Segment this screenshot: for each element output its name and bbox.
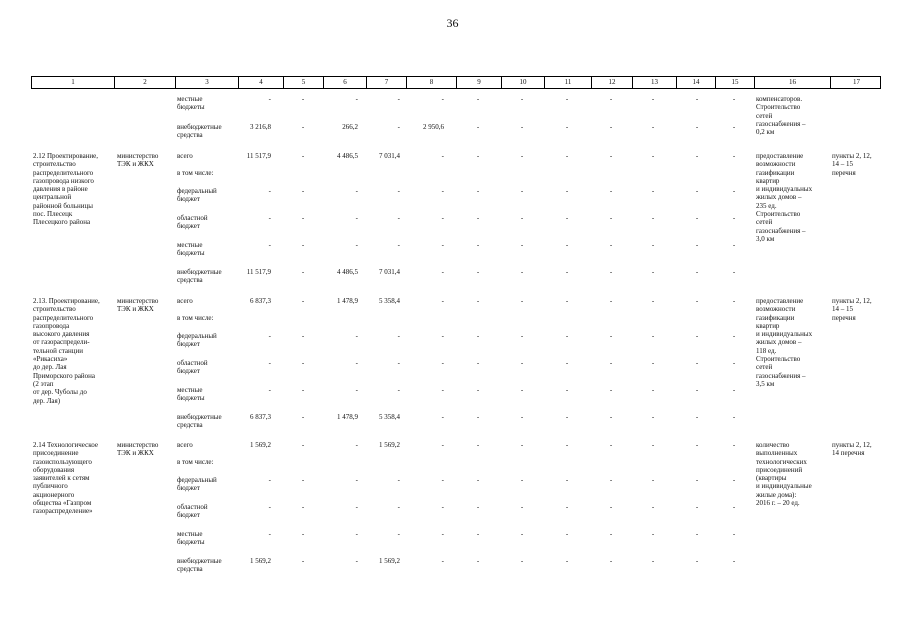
cell-c8: - <box>441 441 444 449</box>
cell-dash: - <box>565 413 569 421</box>
cell-dash: - <box>520 386 524 394</box>
cell-dash: - <box>695 557 699 565</box>
row-label: местные бюджеты <box>177 386 205 403</box>
cell-dash: - <box>732 476 736 484</box>
cell-dash: - <box>651 386 655 394</box>
column-header-4: 4 <box>239 77 284 88</box>
cell-c4: 1 569,2 <box>250 557 271 565</box>
cell-dash: - <box>695 332 699 340</box>
cell-c4: - <box>268 530 271 538</box>
cell-c5: - <box>301 503 305 511</box>
cell-dash: - <box>609 268 613 276</box>
cell-dash: - <box>609 530 613 538</box>
cell-dash: - <box>565 359 569 367</box>
cell-c6: - <box>355 214 358 222</box>
cell-c6: - <box>355 530 358 538</box>
cell-dash: - <box>520 503 524 511</box>
cell-c4: - <box>268 503 271 511</box>
cell-c7: 5 358,4 <box>379 413 400 421</box>
cell-dash: - <box>732 241 736 249</box>
result-text: предоставление возможности газификации квартир и индивидуальных жилых домов – 118 ед. Строительство сетей газоснабжения – 3,5 км <box>756 297 813 388</box>
cell-dash: - <box>651 359 655 367</box>
cell-c5: - <box>301 386 305 394</box>
cell-dash: - <box>565 557 569 565</box>
cell-c7: - <box>397 359 400 367</box>
cell-dash: - <box>651 503 655 511</box>
column-header-8: 8 <box>407 77 457 88</box>
activity-name: 2.13. Проектирование, строительство распределительного газопровода высокого давления от газораспредели- тельной станции «Рикасиха» до дер. Лая Приморского района (2 этап от дер. Чуболы до дер. Лая) <box>33 297 100 405</box>
cell-c4: 1 569,2 <box>250 441 271 449</box>
cell-c5: - <box>301 214 305 222</box>
cell-dash: - <box>476 530 480 538</box>
cell-dash: - <box>695 268 699 276</box>
row-label: федеральный бюджет <box>177 332 217 349</box>
cell-dash: - <box>520 95 524 103</box>
column-header-14: 14 <box>677 77 716 88</box>
cell-c5: - <box>301 441 305 449</box>
row-label: внебюджетные средства <box>177 268 222 285</box>
cell-dash: - <box>732 441 736 449</box>
cell-c6: - <box>355 386 358 394</box>
cell-dash: - <box>732 95 736 103</box>
cell-c7: 5 358,4 <box>379 297 400 305</box>
cell-dash: - <box>695 187 699 195</box>
cell-dash: - <box>565 530 569 538</box>
row-label: всего <box>177 297 193 305</box>
cell-dash: - <box>609 214 613 222</box>
cell-c4: 11 517,9 <box>246 152 271 160</box>
cell-dash: - <box>695 441 699 449</box>
cell-c5: - <box>301 268 305 276</box>
executor: министерство ТЭК и ЖКХ <box>117 297 159 314</box>
cell-c7: - <box>397 332 400 340</box>
cell-dash: - <box>476 386 480 394</box>
row-label: в том числе: <box>177 314 214 322</box>
cell-dash: - <box>565 187 569 195</box>
cell-c8: - <box>441 503 444 511</box>
column-header-17: 17 <box>853 78 860 86</box>
cell-dash: - <box>520 413 524 421</box>
reference-text: пункты 2, 12, 14 – 15 перечня <box>832 152 872 177</box>
cell-c4: - <box>268 476 271 484</box>
cell-dash: - <box>476 268 480 276</box>
column-header-11: 11 <box>545 77 592 88</box>
cell-c8: - <box>441 152 444 160</box>
column-header-6: 6 <box>324 77 367 88</box>
cell-c5: - <box>301 557 305 565</box>
cell-dash: - <box>565 297 569 305</box>
cell-c4: 3 216,8 <box>250 123 271 131</box>
cell-c4: 6 837,3 <box>250 413 271 421</box>
cell-dash: - <box>520 268 524 276</box>
cell-c4: - <box>268 241 271 249</box>
row-label: областной бюджет <box>177 359 208 376</box>
column-header-2: 2 <box>115 77 176 88</box>
cell-dash: - <box>609 332 613 340</box>
cell-c6: 1 478,9 <box>337 297 358 305</box>
cell-dash: - <box>651 332 655 340</box>
cell-dash: - <box>651 530 655 538</box>
cell-dash: - <box>565 152 569 160</box>
row-label: местные бюджеты <box>177 241 205 258</box>
cell-c4: - <box>268 187 271 195</box>
cell-c4: 6 837,3 <box>250 297 271 305</box>
cell-c4: 11 517,9 <box>246 268 271 276</box>
cell-dash: - <box>695 214 699 222</box>
cell-dash: - <box>520 241 524 249</box>
cell-c7: - <box>397 214 400 222</box>
cell-dash: - <box>609 152 613 160</box>
cell-dash: - <box>565 214 569 222</box>
row-label: внебюджетные средства <box>177 557 222 574</box>
cell-c6: 4 486,5 <box>337 152 358 160</box>
result-text: предоставление возможности газификации квартир и индивидуальных жилых домов – 235 ед. Строительство сетей газоснабжения – 3,0 км <box>756 152 813 243</box>
cell-dash: - <box>695 241 699 249</box>
cell-dash: - <box>565 441 569 449</box>
cell-c8: - <box>441 557 444 565</box>
row-label: федеральный бюджет <box>177 476 217 493</box>
page-number: 36 <box>446 16 459 30</box>
cell-c6: - <box>355 95 358 103</box>
cell-c6: - <box>355 359 358 367</box>
cell-dash: - <box>732 557 736 565</box>
cell-dash: - <box>476 359 480 367</box>
row-label: всего <box>177 441 193 449</box>
row-label: областной бюджет <box>177 214 208 231</box>
cell-c7: - <box>397 123 400 131</box>
row-label: федеральный бюджет <box>177 187 217 204</box>
cell-dash: - <box>520 214 524 222</box>
cell-dash: - <box>609 359 613 367</box>
cell-dash: - <box>565 476 569 484</box>
cell-dash: - <box>732 530 736 538</box>
cell-dash: - <box>476 297 480 305</box>
cell-dash: - <box>732 297 736 305</box>
cell-c7: - <box>397 95 400 103</box>
cell-c4: - <box>268 332 271 340</box>
cell-c6: 1 478,9 <box>337 413 358 421</box>
cell-c7: 7 031,4 <box>379 152 400 160</box>
cell-dash: - <box>565 123 569 131</box>
cell-c5: - <box>301 413 305 421</box>
row-label: внебюджетные средства <box>177 123 222 140</box>
cell-dash: - <box>520 187 524 195</box>
cell-c5: - <box>301 359 305 367</box>
column-header-1: 1 <box>32 77 115 88</box>
cell-c5: - <box>301 95 305 103</box>
activity-name: 2.12 Проектирование, строительство распределительного газопровода низкого давления в районе центральной районной больницы пос. Плесецк Плесецкого района <box>33 152 99 227</box>
cell-dash: - <box>609 241 613 249</box>
cell-dash: - <box>732 332 736 340</box>
cell-c5: - <box>301 476 305 484</box>
cell-dash: - <box>651 123 655 131</box>
cell-c7: 7 031,4 <box>379 268 400 276</box>
cell-c8: - <box>441 332 444 340</box>
row-label: всего <box>177 152 193 160</box>
cell-c8: - <box>441 187 444 195</box>
cell-dash: - <box>695 386 699 394</box>
cell-dash: - <box>520 557 524 565</box>
cell-dash: - <box>565 503 569 511</box>
cell-dash: - <box>520 123 524 131</box>
cell-c4: - <box>268 95 271 103</box>
cell-c5: - <box>301 332 305 340</box>
cell-dash: - <box>476 441 480 449</box>
cell-dash: - <box>651 557 655 565</box>
cell-dash: - <box>565 268 569 276</box>
cell-dash: - <box>476 95 480 103</box>
cell-dash: - <box>520 441 524 449</box>
cell-dash: - <box>609 476 613 484</box>
cell-dash: - <box>476 152 480 160</box>
cell-c7: - <box>397 530 400 538</box>
cell-c8: - <box>441 530 444 538</box>
cell-dash: - <box>609 187 613 195</box>
column-header-5: 5 <box>284 77 324 88</box>
cell-dash: - <box>520 297 524 305</box>
cell-c7: - <box>397 241 400 249</box>
column-header-9: 9 <box>457 77 502 88</box>
cell-dash: - <box>732 386 736 394</box>
cell-dash: - <box>695 152 699 160</box>
cell-dash: - <box>476 187 480 195</box>
column-header-15: 15 <box>716 77 755 88</box>
cell-dash: - <box>520 476 524 484</box>
cell-dash: - <box>476 476 480 484</box>
cell-c6: 4 486,5 <box>337 268 358 276</box>
cell-dash: - <box>565 95 569 103</box>
cell-dash: - <box>732 187 736 195</box>
cell-dash: - <box>695 95 699 103</box>
cell-dash: - <box>609 297 613 305</box>
cell-c8: - <box>441 95 444 103</box>
row-label: в том числе: <box>177 458 214 466</box>
cell-dash: - <box>651 152 655 160</box>
cell-c6: - <box>355 187 358 195</box>
cell-c4: - <box>268 359 271 367</box>
cell-c8: - <box>441 268 444 276</box>
cell-dash: - <box>520 152 524 160</box>
cell-dash: - <box>695 503 699 511</box>
row-label: в том числе: <box>177 169 214 177</box>
column-header-13: 13 <box>633 77 677 88</box>
cell-c7: - <box>397 503 400 511</box>
cell-dash: - <box>732 503 736 511</box>
cell-c5: - <box>301 123 305 131</box>
cell-dash: - <box>609 123 613 131</box>
column-header-3: 3 <box>176 77 239 88</box>
row-label: внебюджетные средства <box>177 413 222 430</box>
executor: министерство ТЭК и ЖКХ <box>117 441 159 458</box>
cell-c6: 266,2 <box>342 123 358 131</box>
cell-c7: 1 569,2 <box>379 441 400 449</box>
cell-dash: - <box>520 530 524 538</box>
column-header-10: 10 <box>502 77 545 88</box>
cell-dash: - <box>695 359 699 367</box>
cell-c6: - <box>355 332 358 340</box>
cell-dash: - <box>732 214 736 222</box>
cell-c8: - <box>441 476 444 484</box>
cell-dash: - <box>476 241 480 249</box>
cell-dash: - <box>732 413 736 421</box>
cell-dash: - <box>695 297 699 305</box>
reference-text: пункты 2, 12, 14 – 15 перечня <box>832 297 872 322</box>
column-header-12: 12 <box>592 77 633 88</box>
result-text: компенсаторов. Строительство сетей газоснабжения – 0,2 км <box>756 95 806 137</box>
cell-dash: - <box>651 441 655 449</box>
row-label: областной бюджет <box>177 503 208 520</box>
cell-dash: - <box>651 187 655 195</box>
cell-dash: - <box>520 332 524 340</box>
cell-dash: - <box>732 123 736 131</box>
cell-dash: - <box>476 557 480 565</box>
cell-c7: - <box>397 187 400 195</box>
cell-c5: - <box>301 187 305 195</box>
cell-c7: - <box>397 476 400 484</box>
cell-c6: - <box>355 476 358 484</box>
cell-c4: - <box>268 386 271 394</box>
cell-c5: - <box>301 152 305 160</box>
cell-c6: - <box>355 241 358 249</box>
cell-dash: - <box>565 386 569 394</box>
cell-dash: - <box>609 441 613 449</box>
cell-c8: - <box>441 413 444 421</box>
cell-c8: - <box>441 241 444 249</box>
cell-c6: - <box>355 503 358 511</box>
cell-c5: - <box>301 241 305 249</box>
cell-dash: - <box>732 359 736 367</box>
cell-dash: - <box>651 241 655 249</box>
cell-dash: - <box>732 152 736 160</box>
cell-c5: - <box>301 530 305 538</box>
cell-dash: - <box>476 123 480 131</box>
reference-text: пункты 2, 12, 14 перечня <box>832 441 872 458</box>
cell-dash: - <box>651 268 655 276</box>
cell-c7: - <box>397 386 400 394</box>
column-header-row <box>31 76 881 89</box>
result-text: количество выполненных технологических присоединений (квартиры и индивидуальные жилые дома): 2016 г. – 20 ед. <box>756 441 812 508</box>
column-header-16: 16 <box>755 77 831 88</box>
column-header-7: 7 <box>367 77 407 88</box>
cell-c8: - <box>441 359 444 367</box>
cell-c6: - <box>355 557 358 565</box>
cell-c6: - <box>355 441 358 449</box>
cell-dash: - <box>651 95 655 103</box>
row-label: местные бюджеты <box>177 530 205 547</box>
cell-dash: - <box>695 413 699 421</box>
cell-c8: - <box>441 297 444 305</box>
cell-dash: - <box>476 332 480 340</box>
cell-dash: - <box>695 530 699 538</box>
cell-c8: 2 950,6 <box>423 123 444 131</box>
cell-dash: - <box>476 214 480 222</box>
cell-c4: - <box>268 214 271 222</box>
executor: министерство ТЭК и ЖКХ <box>117 152 159 169</box>
cell-dash: - <box>609 557 613 565</box>
cell-dash: - <box>609 386 613 394</box>
activity-name: 2.14 Технологическое присоединение газоиспользующего оборудования заявителей к сетям публичного акционерного общества «Газпром газораспределение» <box>33 441 98 516</box>
cell-c5: - <box>301 297 305 305</box>
cell-dash: - <box>476 413 480 421</box>
cell-c8: - <box>441 386 444 394</box>
cell-dash: - <box>565 332 569 340</box>
row-label: местные бюджеты <box>177 95 205 112</box>
cell-dash: - <box>651 476 655 484</box>
cell-c8: - <box>441 214 444 222</box>
cell-dash: - <box>695 123 699 131</box>
cell-dash: - <box>695 476 699 484</box>
cell-dash: - <box>651 297 655 305</box>
cell-dash: - <box>609 413 613 421</box>
cell-dash: - <box>609 503 613 511</box>
cell-dash: - <box>565 241 569 249</box>
cell-c7: 1 569,2 <box>379 557 400 565</box>
cell-dash: - <box>651 214 655 222</box>
cell-dash: - <box>476 503 480 511</box>
cell-dash: - <box>520 359 524 367</box>
cell-dash: - <box>732 268 736 276</box>
cell-dash: - <box>609 95 613 103</box>
cell-dash: - <box>651 413 655 421</box>
